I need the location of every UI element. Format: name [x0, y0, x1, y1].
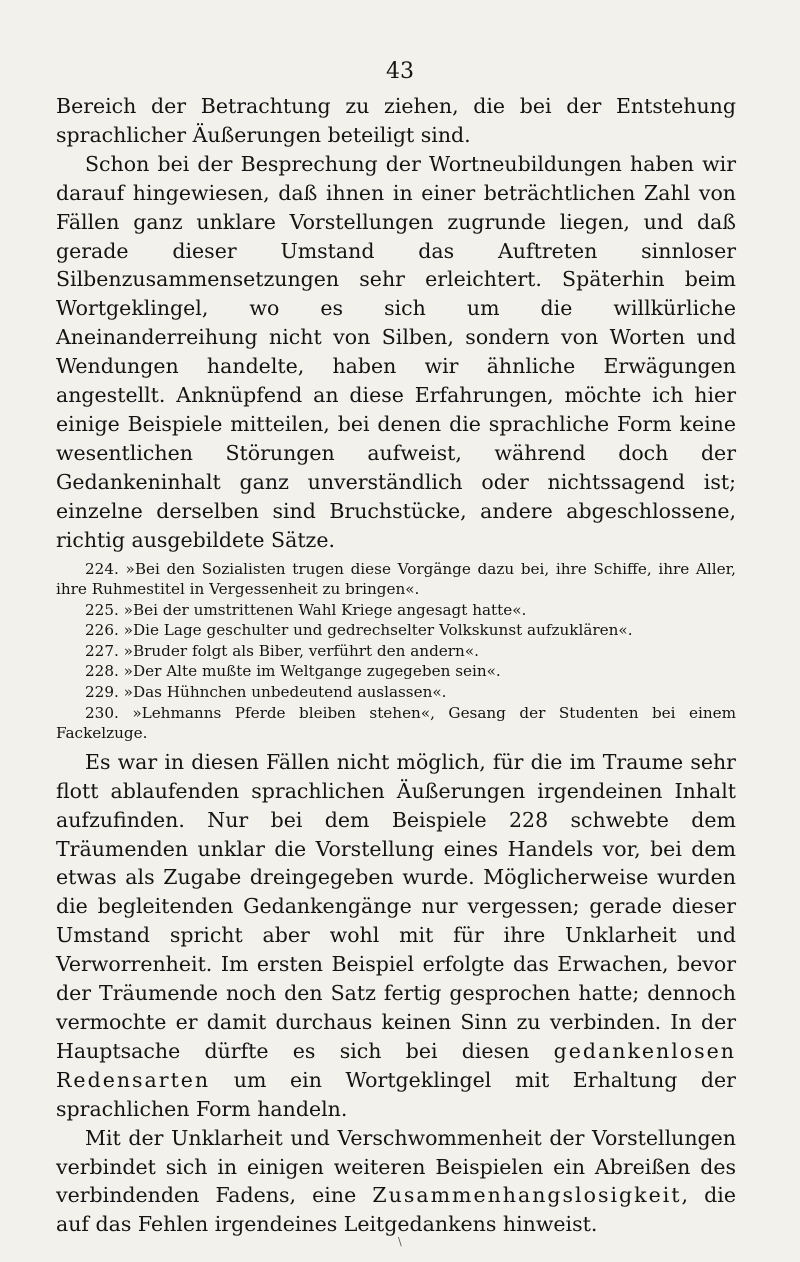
example-number: 227. — [85, 641, 119, 660]
example-item — [56, 661, 736, 682]
paragraph-text: Es war in diesen Fällen nicht möglich, für die im Traume sehr flott ablaufenden sprachlichen Äußerungen irgendeinen Inhalt aufzufinden. Nur bei dem Beispiele 228 schwebte dem Träumenden unklar die Vorstellung eines Handels vor, bei dem etwas als Zugabe dreingegeben wurde. Möglicherweise wurden die begleitenden Gedankengänge nur vergessen; gerade dieser Umstand spricht aber wohl mit für ihre Unklarheit und Verworrenheit. Im ersten Beispiel erfolgte das Erwachen, bevor der Träumende noch den Satz fertig gesprochen hatte; dennoch vermochte er damit durchaus keinen Sinn zu verbinden. In der Hauptsache dürfte es sich bei diesen — [56, 749, 736, 1063]
paragraph-continued: Bereich der Betrachtung zu ziehen, die bei der Entstehung sprachlicher Äußerungen beteiligt sind. — [56, 94, 736, 147]
example-number: 226. — [85, 621, 119, 640]
example-item — [56, 703, 736, 744]
example-text: »Bei den Sozialisten trugen diese Vorgänge dazu bei, ihre Schiffe, ihre Aller, ihre Ruhmestitel in Vergessenheit zu bringen«. — [56, 559, 737, 599]
emphasized-term: Zusammenhangslosigkeit — [372, 1183, 682, 1208]
paragraph-text: Mit der Unklarheit und Verschwommenheit der Vorstellungen verbindet sich in einigen weiteren Beispielen ein Abreißen des verbindenden Fadens, eine — [56, 1125, 736, 1208]
example-text: »Die Lage geschulter und gedrechselter Volkskunst aufzuklären«. — [123, 621, 633, 640]
example-item — [56, 620, 736, 641]
example-item — [56, 641, 736, 662]
paragraph-unklarheit — [56, 1124, 736, 1240]
page-number: 43 — [386, 59, 414, 84]
stray-mark: \ — [398, 1235, 402, 1248]
emphasized-term: gedankenlosen Redensarten — [56, 1038, 736, 1092]
example-text: »Der Alte mußte im Weltgange zugegeben sein«. — [123, 662, 501, 681]
example-text: »Bei der umstrittenen Wahl Kriege angesagt hatte«. — [123, 600, 527, 619]
example-number: 229. — [85, 683, 119, 702]
example-item — [56, 559, 736, 600]
example-number: 228. — [85, 662, 119, 681]
paragraph-traume — [56, 748, 736, 1124]
example-number: 230. — [85, 703, 119, 722]
example-text: »Bruder folgt als Biber, verführt den andern«. — [123, 641, 479, 660]
example-item — [56, 600, 736, 621]
body-text — [56, 92, 736, 1239]
example-item — [56, 682, 736, 703]
example-number: 224. — [85, 559, 119, 578]
example-number: 225. — [85, 600, 119, 619]
example-text: »Lehmanns Pferde bleiben stehen«, Gesang der Studenten bei einem Fackelzuge. — [56, 703, 737, 743]
paragraph-text: , die auf das Fehlen irgendeines Leitgedankens hinweist. — [56, 1183, 736, 1237]
paragraph-text: um ein Wortgeklingel mit Erhaltung der sprachlichen Form handeln. — [56, 1067, 736, 1121]
example-list — [56, 559, 736, 744]
example-text: »Das Hühnchen unbedeutend auslassen«. — [123, 683, 447, 702]
paragraph-wortneubildungen: Schon bei der Besprechung der Wortneubildungen haben wir darauf hingewiesen, daß ihnen in einer beträchtlichen Zahl von Fällen ganz unklare Vorstellungen zugrunde liegen, und daß gerade dieser Umstand das Auftreten sinnloser Silbenzusammensetzungen sehr erleichtert. Späterhin beim Wortgeklingel, wo es sich um die willkürliche Aneinanderreihung nicht von Silben, sondern von Worten und Wendungen handelte, haben wir ähnliche Erwägungen angestellt. Anknüpfend an diese Erfahrungen, möchte ich hier einige Beispiele mitteilen, bei denen die sprachliche Form keine wesentlichen Störungen aufweist, während doch der Gedankeninhalt ganz unverständlich oder nichtssagend ist; einzelne derselben sind Bruchstücke, andere abgeschlossene, richtig ausgebildete Sätze. — [56, 151, 736, 552]
